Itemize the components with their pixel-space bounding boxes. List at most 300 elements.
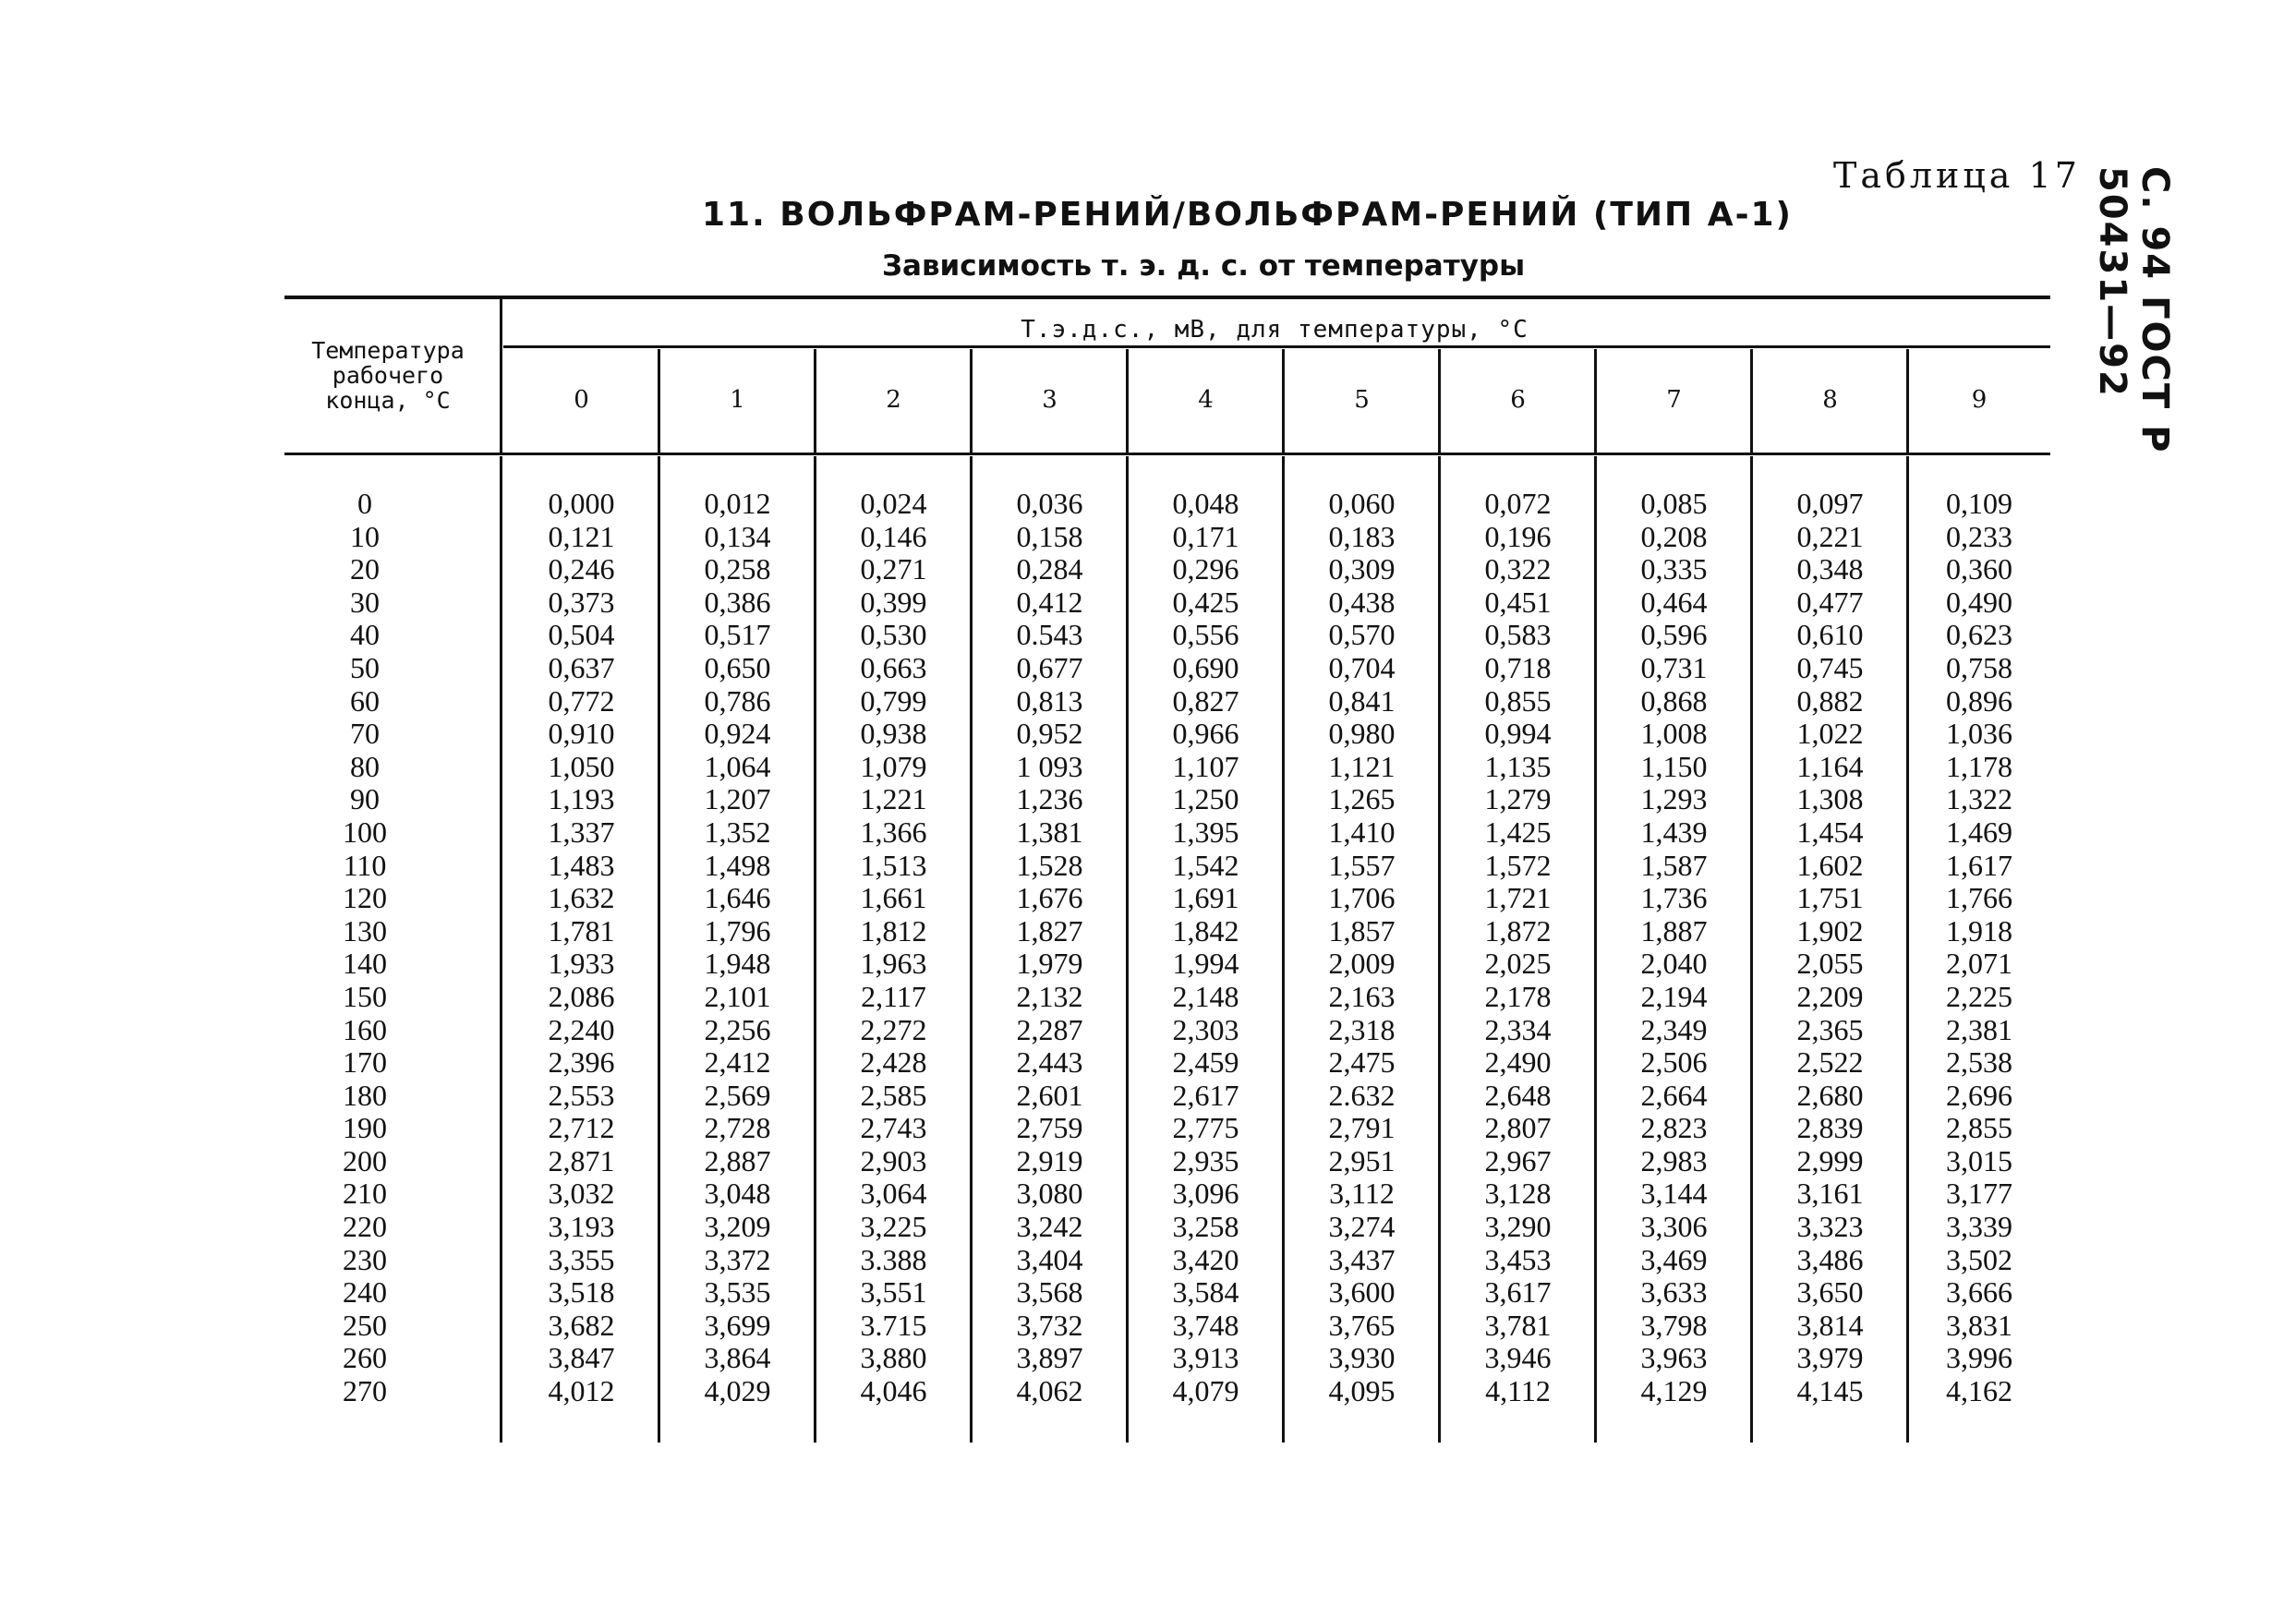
emf-value-cell: 1,842 (1172, 913, 1239, 948)
column-divider-header (658, 349, 660, 453)
column-divider-header (1906, 349, 1909, 453)
emf-value-cell: 1,572 (1484, 848, 1552, 882)
emf-value-cell: 1,454 (1796, 815, 1864, 849)
emf-value-cell: 2,538 (1946, 1045, 2012, 1080)
emf-value-cell: 2,365 (1796, 1012, 1864, 1046)
emf-value-cell: 3,290 (1484, 1210, 1552, 1244)
emf-value-cell: 3,633 (1640, 1275, 1708, 1310)
emf-value-cell: 2,712 (548, 1111, 615, 1145)
emf-value-cell: 1,022 (1796, 717, 1864, 751)
column-divider-body (970, 456, 973, 1443)
emf-value-cell: 4,062 (1016, 1374, 1083, 1408)
emf-value-cell: 1,135 (1484, 749, 1552, 783)
emf-value-cell: 0,048 (1172, 487, 1239, 520)
emf-value-cell: 2,585 (860, 1078, 927, 1112)
emf-value-cell: 3,913 (1172, 1341, 1239, 1375)
emf-value-cell: 0,060 (1328, 487, 1396, 520)
column-divider-header (814, 349, 816, 453)
temperature-cell: 0 (357, 487, 372, 520)
emf-value-cell: 0,731 (1640, 650, 1708, 684)
column-divider-header (1438, 349, 1441, 453)
temperature-cell: 30 (350, 585, 380, 619)
emf-value-cell: 1,646 (704, 881, 771, 915)
emf-value-cell: 2,823 (1640, 1111, 1708, 1145)
emf-value-cell: 0,758 (1946, 650, 2012, 684)
emf-value-cell: 3,128 (1484, 1177, 1552, 1211)
column-divider-body (814, 456, 816, 1443)
emf-value-cell: 0,183 (1328, 519, 1396, 553)
emf-value-cell: 2,287 (1016, 1012, 1083, 1046)
emf-value-cell: 1,381 (1016, 815, 1083, 849)
emf-value-cell: 2,775 (1172, 1111, 1239, 1145)
emf-value-cell: 3,306 (1640, 1210, 1708, 1244)
emf-value-cell: 2,459 (1172, 1045, 1239, 1080)
emf-value-cell: 0,208 (1640, 519, 1708, 553)
emf-value-cell: 0,583 (1484, 618, 1552, 652)
column-header-6: 6 (1510, 386, 1526, 414)
emf-value-cell: 4,145 (1796, 1374, 1864, 1408)
temperature-cell: 20 (350, 552, 380, 586)
emf-value-cell: 1,979 (1016, 947, 1083, 981)
emf-value-cell: 0,786 (704, 683, 771, 718)
emf-value-cell: 3.715 (860, 1308, 927, 1342)
emf-value-cell: 0,036 (1016, 487, 1083, 520)
emf-value-cell: 2,349 (1640, 1012, 1708, 1046)
emf-value-cell: 2,148 (1172, 979, 1239, 1013)
emf-value-cell: 1,994 (1172, 947, 1239, 981)
emf-value-cell: 1,721 (1484, 881, 1552, 915)
emf-value-cell: 3,814 (1796, 1308, 1864, 1342)
emf-value-cell: 0.543 (1016, 618, 1083, 652)
emf-value-cell: 0,477 (1796, 585, 1864, 619)
table-top-rule (284, 296, 2050, 299)
emf-value-cell: 1,766 (1946, 881, 2012, 915)
emf-value-cell: 1,528 (1016, 848, 1083, 882)
column-divider-body (1282, 456, 1285, 1443)
emf-value-cell: 3,502 (1946, 1242, 2012, 1276)
emf-value-cell: 0,322 (1484, 552, 1552, 586)
emf-value-cell: 3,453 (1484, 1242, 1552, 1276)
emf-value-cell: 3,420 (1172, 1242, 1239, 1276)
emf-value-cell: 2,225 (1946, 979, 2012, 1013)
emf-value-cell: 3,080 (1016, 1177, 1083, 1211)
emf-value-cell: 0,994 (1484, 717, 1552, 751)
emf-value-cell: 4,129 (1640, 1374, 1708, 1408)
emf-value-cell: 3,209 (704, 1210, 771, 1244)
column-header-0: 0 (574, 386, 589, 414)
emf-value-cell: 0,855 (1484, 683, 1552, 718)
emf-value-cell: 3,765 (1328, 1308, 1396, 1342)
emf-value-cell: 0,246 (548, 552, 615, 586)
emf-value-cell: 3,064 (860, 1177, 927, 1211)
emf-value-cell: 2,334 (1484, 1012, 1552, 1046)
emf-value-cell: 2,412 (704, 1045, 771, 1080)
emf-value-cell: 3,193 (548, 1210, 615, 1244)
emf-value-cell: 1,265 (1328, 782, 1396, 816)
emf-value-cell: 3,847 (548, 1341, 615, 1375)
emf-value-cell: 0,910 (548, 717, 615, 751)
emf-value-cell: 2,601 (1016, 1078, 1083, 1112)
emf-value-cell: 0,412 (1016, 585, 1083, 619)
column-divider-header (970, 349, 973, 453)
emf-value-cell: 1,221 (860, 782, 927, 816)
emf-value-cell: 1,079 (860, 749, 927, 783)
emf-value-cell: 0,813 (1016, 683, 1083, 718)
emf-value-cell: 4,046 (860, 1374, 927, 1408)
emf-span-header: Т.э.д.с., мВ, для температуры, °С (1021, 316, 1529, 344)
column-header-2: 2 (886, 386, 901, 414)
emf-value-cell: 4,079 (1172, 1374, 1239, 1408)
emf-value-cell: 2,696 (1946, 1078, 2012, 1112)
emf-value-cell: 1,872 (1484, 913, 1552, 948)
emf-value-cell: 1,498 (704, 848, 771, 882)
emf-value-cell: 3,372 (704, 1242, 771, 1276)
span-header-rule (503, 345, 2050, 348)
emf-value-cell: 1,164 (1796, 749, 1864, 783)
emf-value-cell: 1,121 (1328, 749, 1396, 783)
emf-value-cell: 1,366 (860, 815, 927, 849)
emf-value-cell: 0,596 (1640, 618, 1708, 652)
column-header-8: 8 (1822, 386, 1838, 414)
emf-value-cell: 2,935 (1172, 1143, 1239, 1177)
temp-header-line-2: рабочего (332, 362, 444, 389)
emf-value-cell: 2.632 (1328, 1078, 1396, 1112)
emf-value-cell: 0,386 (704, 585, 771, 619)
emf-value-cell: 0,677 (1016, 650, 1083, 684)
emf-value-cell: 1,933 (548, 947, 615, 981)
emf-value-cell: 2,759 (1016, 1111, 1083, 1145)
temperature-cell: 200 (343, 1143, 387, 1177)
emf-value-cell: 0,012 (704, 487, 771, 520)
side-page-header: С. 94 ГОСТ Р 50431—92 (2091, 166, 2176, 454)
emf-value-cell: 2,648 (1484, 1078, 1552, 1112)
emf-value-cell: 0,663 (860, 650, 927, 684)
emf-value-cell: 0,451 (1484, 585, 1552, 619)
emf-value-cell: 1,751 (1796, 881, 1864, 915)
emf-value-cell: 2,071 (1946, 947, 2012, 981)
emf-value-cell: 1,064 (704, 749, 771, 783)
emf-value-cell: 3,535 (704, 1275, 771, 1310)
emf-value-cell: 0,882 (1796, 683, 1864, 718)
emf-value-cell: 1,557 (1328, 848, 1396, 882)
column-divider-body (1126, 456, 1129, 1443)
emf-value-cell: 3.388 (860, 1242, 927, 1276)
emf-value-cell: 1,483 (548, 848, 615, 882)
temperature-cell: 50 (350, 650, 380, 684)
column-divider-header (500, 299, 502, 453)
value-column-5 (1284, 488, 1440, 1408)
emf-value-cell: 1,632 (548, 881, 615, 915)
emf-value-cell: 2,101 (704, 979, 771, 1013)
emf-value-cell: 1,036 (1946, 717, 2012, 751)
emf-value-cell: 2,951 (1328, 1143, 1396, 1177)
temp-header-line-3: конца, °С (325, 387, 451, 414)
emf-value-cell: 0,827 (1172, 683, 1239, 718)
temperature-cell: 250 (343, 1308, 387, 1342)
temperature-cell: 90 (350, 782, 380, 816)
emf-value-cell: 0,296 (1172, 552, 1239, 586)
emf-value-cell: 3,996 (1946, 1341, 2012, 1375)
emf-value-cell: 1,918 (1946, 913, 2012, 948)
emf-value-cell: 2,490 (1484, 1045, 1552, 1080)
column-divider-body (1906, 456, 1909, 1443)
emf-value-cell: 2,240 (548, 1012, 615, 1046)
emf-value-cell: 1,150 (1640, 749, 1708, 783)
emf-value-cell: 0,425 (1172, 585, 1239, 619)
temperature-column (305, 488, 425, 1408)
emf-value-cell: 0,097 (1796, 487, 1864, 520)
emf-value-cell: 2,381 (1946, 1012, 2012, 1046)
emf-value-cell: 1,279 (1484, 782, 1552, 816)
emf-value-cell: 1,425 (1484, 815, 1552, 849)
emf-value-cell: 0,271 (860, 552, 927, 586)
column-header-7: 7 (1666, 386, 1682, 414)
column-divider-body (500, 456, 502, 1443)
emf-value-cell: 2,009 (1328, 947, 1396, 981)
emf-value-cell: 1,827 (1016, 913, 1083, 948)
emf-value-cell: 2,728 (704, 1111, 771, 1145)
emf-value-cell: 2,791 (1328, 1111, 1396, 1145)
emf-value-cell: 2,209 (1796, 979, 1864, 1013)
emf-value-cell: 2,919 (1016, 1143, 1083, 1177)
temperature-cell: 150 (343, 979, 387, 1013)
emf-value-cell: 0,335 (1640, 552, 1708, 586)
emf-value-cell: 3,242 (1016, 1210, 1083, 1244)
emf-value-cell: 3,112 (1329, 1177, 1395, 1211)
emf-value-cell: 3,096 (1172, 1177, 1239, 1211)
column-header-9: 9 (1971, 386, 1988, 414)
emf-value-cell: 1,236 (1016, 782, 1083, 816)
emf-value-cell: 0,530 (860, 618, 927, 652)
emf-value-cell: 4,112 (1485, 1374, 1551, 1408)
emf-value-cell: 2,743 (860, 1111, 927, 1145)
temperature-cell: 80 (350, 749, 380, 783)
emf-value-cell: 3,748 (1172, 1308, 1239, 1342)
temperature-cell: 130 (343, 913, 387, 948)
emf-value-cell: 0,000 (548, 487, 615, 520)
temperature-cell: 170 (343, 1045, 387, 1080)
emf-value-cell: 0,952 (1016, 717, 1083, 751)
emf-value-cell: 2,396 (548, 1045, 615, 1080)
emf-value-cell: 3,225 (860, 1210, 927, 1244)
emf-value-cell: 3,682 (548, 1308, 615, 1342)
emf-value-cell: 3,032 (548, 1177, 615, 1211)
emf-value-cell: 2,428 (860, 1045, 927, 1080)
column-header-3: 3 (1042, 386, 1057, 414)
emf-value-cell: 0,284 (1016, 552, 1083, 586)
emf-value-cell: 3,584 (1172, 1275, 1239, 1310)
emf-value-cell: 2,194 (1640, 979, 1708, 1013)
emf-value-cell: 3,864 (704, 1341, 771, 1375)
emf-value-cell: 3,732 (1016, 1308, 1083, 1342)
emf-value-cell: 2,522 (1796, 1045, 1864, 1080)
emf-value-cell: 1,902 (1796, 913, 1864, 948)
emf-value-cell: 1 093 (1016, 749, 1083, 783)
emf-value-cell: 3,437 (1328, 1242, 1396, 1276)
value-column-3 (972, 488, 1128, 1408)
emf-value-cell: 1,050 (548, 749, 615, 783)
emf-value-cell: 2,132 (1016, 979, 1083, 1013)
emf-value-cell: 2,664 (1640, 1078, 1708, 1112)
emf-value-cell: 0,690 (1172, 650, 1239, 684)
emf-value-cell: 0,841 (1328, 683, 1396, 718)
temperature-cell: 140 (343, 947, 387, 981)
emf-value-cell: 0,718 (1484, 650, 1552, 684)
emf-value-cell: 3,880 (860, 1341, 927, 1375)
emf-value-cell: 3,897 (1016, 1341, 1083, 1375)
emf-value-cell: 0,134 (704, 519, 771, 553)
emf-value-cell: 0,158 (1016, 519, 1083, 553)
emf-value-cell: 0,556 (1172, 618, 1239, 652)
emf-value-cell: 0,504 (548, 618, 615, 652)
temperature-cell: 230 (343, 1242, 387, 1276)
emf-value-cell: 0,146 (860, 519, 927, 553)
emf-value-cell: 1,812 (860, 913, 927, 948)
emf-value-cell: 0,309 (1328, 552, 1396, 586)
column-divider-body (1438, 456, 1441, 1443)
emf-value-cell: 2,178 (1484, 979, 1552, 1013)
emf-value-cell: 2,871 (548, 1143, 615, 1177)
emf-value-cell: 0,517 (704, 618, 771, 652)
value-column-0 (503, 488, 659, 1408)
value-column-8 (1752, 488, 1908, 1408)
emf-value-cell: 0,772 (548, 683, 615, 718)
temperature-cell: 260 (343, 1341, 387, 1375)
emf-value-cell: 2,303 (1172, 1012, 1239, 1046)
column-divider-header (1594, 349, 1597, 453)
emf-value-cell: 3,831 (1946, 1308, 2012, 1342)
emf-value-cell: 0,233 (1946, 519, 2012, 553)
emf-value-cell: 3,177 (1946, 1177, 2012, 1211)
emf-value-cell: 3,946 (1484, 1341, 1552, 1375)
emf-value-cell: 0,650 (704, 650, 771, 684)
emf-value-cell: 3,518 (548, 1275, 615, 1310)
temperature-cell: 120 (343, 881, 387, 915)
emf-value-cell: 3,486 (1796, 1242, 1864, 1276)
emf-value-cell: 2,055 (1796, 947, 1864, 981)
emf-value-cell: 2,617 (1172, 1078, 1239, 1112)
emf-value-cell: 1,178 (1946, 749, 2012, 783)
column-divider-header (1282, 349, 1285, 453)
emf-value-cell: 1,410 (1328, 815, 1396, 849)
value-column-4 (1128, 488, 1284, 1408)
temp-header-line-1: Температура (311, 337, 465, 364)
emf-value-cell: 3,979 (1796, 1341, 1864, 1375)
emf-value-cell: 3,650 (1796, 1275, 1864, 1310)
emf-value-cell: 3,161 (1796, 1177, 1864, 1211)
emf-value-cell: 0,896 (1946, 683, 2012, 718)
emf-value-cell: 1,617 (1946, 848, 2012, 882)
column-divider-header (1126, 349, 1129, 453)
emf-value-cell: 1,193 (548, 782, 615, 816)
temperature-cell: 240 (343, 1275, 387, 1310)
emf-value-cell: 3,798 (1640, 1308, 1708, 1342)
emf-value-cell: 0,610 (1796, 618, 1864, 652)
temperature-column-header (286, 338, 489, 413)
value-column-6 (1440, 488, 1596, 1408)
emf-value-cell: 0,980 (1328, 717, 1396, 751)
column-divider-body (658, 456, 660, 1443)
emf-value-cell: 4,095 (1328, 1374, 1396, 1408)
emf-value-cell: 1,322 (1946, 782, 2012, 816)
emf-value-cell: 1,308 (1796, 782, 1864, 816)
emf-value-cell: 2,839 (1796, 1111, 1864, 1145)
temperature-cell: 100 (343, 815, 387, 849)
emf-value-cell: 1,469 (1946, 815, 2012, 849)
emf-value-cell: 4,162 (1946, 1374, 2012, 1408)
table-subtitle: Зависимость т. э. д. с. от температуры (882, 249, 1526, 283)
emf-value-cell: 2,569 (704, 1078, 771, 1112)
temperature-cell: 70 (350, 717, 380, 751)
emf-value-cell: 2,999 (1796, 1143, 1864, 1177)
emf-value-cell: 3,048 (704, 1177, 771, 1211)
emf-value-cell: 2,163 (1328, 979, 1396, 1013)
emf-value-cell: 1,513 (860, 848, 927, 882)
emf-value-cell: 3,355 (548, 1242, 615, 1276)
emf-value-cell: 1,207 (704, 782, 771, 816)
emf-value-cell: 2,506 (1640, 1045, 1708, 1080)
column-header-1: 1 (730, 386, 745, 414)
emf-value-cell: 1,963 (860, 947, 927, 981)
emf-value-cell: 0,637 (548, 650, 615, 684)
emf-value-cell: 3,617 (1484, 1275, 1552, 1310)
emf-value-cell: 0,221 (1796, 519, 1864, 553)
emf-value-cell: 0,966 (1172, 717, 1239, 751)
temperature-cell: 160 (343, 1012, 387, 1046)
emf-value-cell: 0,360 (1946, 552, 2012, 586)
emf-value-cell: 3,666 (1946, 1275, 2012, 1310)
emf-value-cell: 0,704 (1328, 650, 1396, 684)
column-divider-header (1750, 349, 1753, 453)
emf-value-cell: 0,258 (704, 552, 771, 586)
emf-value-cell: 2,680 (1796, 1078, 1864, 1112)
emf-value-cell: 0,109 (1946, 487, 2012, 520)
emf-value-cell: 3,930 (1328, 1341, 1396, 1375)
temperature-cell: 220 (343, 1210, 387, 1244)
emf-value-cell: 3,339 (1946, 1210, 2012, 1244)
emf-value-cell: 0,348 (1796, 552, 1864, 586)
emf-value-cell: 0,171 (1172, 519, 1239, 553)
emf-value-cell: 3,015 (1946, 1143, 2012, 1177)
emf-value-cell: 1,857 (1328, 913, 1396, 948)
temperature-cell: 270 (343, 1374, 387, 1408)
emf-value-cell: 1,676 (1016, 881, 1083, 915)
column-header-5: 5 (1354, 386, 1370, 414)
emf-value-cell: 1,602 (1796, 848, 1864, 882)
emf-value-cell: 2,983 (1640, 1143, 1708, 1177)
emf-value-cell: 1,706 (1328, 881, 1396, 915)
emf-value-cell: 1,352 (704, 815, 771, 849)
column-header-4: 4 (1198, 386, 1214, 414)
emf-value-cell: 2,117 (861, 979, 926, 1013)
emf-value-cell: 0,072 (1484, 487, 1552, 520)
emf-value-cell: 2,040 (1640, 947, 1708, 981)
emf-value-cell: 3,258 (1172, 1210, 1239, 1244)
emf-value-cell: 2,855 (1946, 1111, 2012, 1145)
emf-value-cell: 0,938 (860, 717, 927, 751)
emf-value-cell: 0,196 (1484, 519, 1552, 553)
emf-value-cell: 3,404 (1016, 1242, 1083, 1276)
emf-value-cell: 1,661 (860, 881, 927, 915)
temperature-cell: 40 (350, 618, 380, 652)
emf-value-cell: 1,293 (1640, 782, 1708, 816)
value-column-9 (1908, 488, 2050, 1408)
emf-value-cell: 2,086 (548, 979, 615, 1013)
temperature-cell: 180 (343, 1078, 387, 1112)
emf-value-cell: 0,490 (1946, 585, 2012, 619)
temperature-cell: 60 (350, 683, 380, 718)
emf-value-cell: 0,024 (860, 487, 927, 520)
